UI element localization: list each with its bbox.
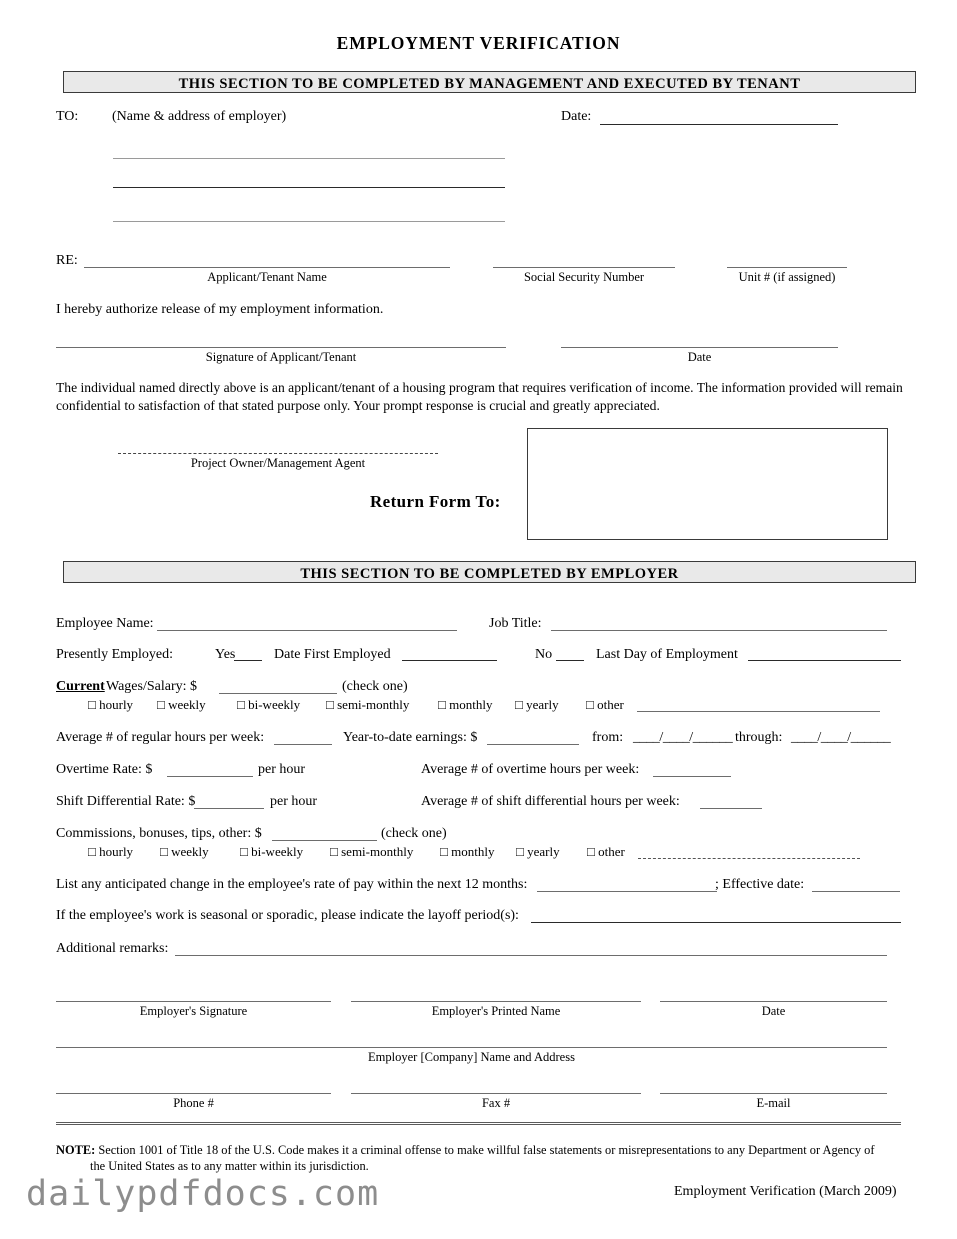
commission-frequency-bi-weekly-label: bi-weekly: [251, 844, 304, 859]
checkbox-icon[interactable]: □: [88, 844, 96, 859]
pay-frequency-hourly-label: hourly: [99, 697, 134, 712]
avg-regular-hours-field[interactable]: [274, 744, 332, 745]
company-name-address-field[interactable]: [56, 1047, 887, 1048]
date-field[interactable]: [600, 124, 838, 125]
wages-check-one: (check one): [342, 679, 408, 694]
return-address-box[interactable]: [527, 428, 888, 540]
note-label: NOTE:: [56, 1143, 96, 1157]
pay-frequency-bi-weekly[interactable]: [237, 697, 300, 713]
overtime-rate-label: Overtime Rate: $: [56, 762, 153, 777]
commission-frequency-bi-weekly[interactable]: [240, 844, 303, 860]
effective-date-field[interactable]: [812, 891, 900, 892]
seasonal-field[interactable]: [531, 922, 901, 923]
employee-name-field[interactable]: [157, 630, 457, 631]
additional-remarks-label: Additional remarks:: [56, 941, 169, 956]
note-line-1: Section 1001 of Title 18 of the U.S. Code makes it a criminal offense to make willful false statements or misrepresentations to any Department or Agency of: [98, 1143, 875, 1157]
email-field[interactable]: [660, 1093, 887, 1094]
legal-note: [56, 1143, 904, 1159]
checkbox-icon[interactable]: □: [516, 844, 524, 859]
watermark: dailypdfdocs.com: [26, 1174, 380, 1214]
agent-caption: Project Owner/Management Agent: [190, 456, 366, 470]
pay-frequency-other[interactable]: [586, 697, 624, 713]
fax-caption: Fax #: [481, 1096, 511, 1110]
commission-frequency-yearly[interactable]: [516, 844, 560, 860]
no-checkbox-field[interactable]: [556, 660, 584, 661]
commission-frequency-other-label: other: [598, 844, 625, 859]
email-caption: E-mail: [756, 1096, 791, 1110]
wages-label: Wages/Salary: $: [106, 679, 198, 694]
checkbox-icon[interactable]: □: [157, 697, 165, 712]
employer-signature-field[interactable]: [56, 1001, 331, 1002]
pay-frequency-other-field[interactable]: [637, 711, 880, 712]
presently-employed-label: Presently Employed:: [56, 647, 174, 662]
anticipated-change-field[interactable]: [537, 891, 717, 892]
yes-label: Yes: [215, 647, 236, 662]
overtime-per-hour-label: per hour: [258, 762, 306, 777]
pay-frequency-yearly-label: yearly: [526, 697, 559, 712]
unit-number-field[interactable]: [727, 267, 847, 268]
employer-printed-name-field[interactable]: [351, 1001, 641, 1002]
commission-frequency-weekly[interactable]: [160, 844, 209, 860]
commissions-amount-field[interactable]: [272, 840, 377, 841]
company-name-address-caption: Employer [Company] Name and Address: [368, 1050, 575, 1064]
applicant-date-caption: Date: [687, 350, 712, 364]
commission-frequency-hourly-label: hourly: [99, 844, 134, 859]
pay-frequency-weekly-label: weekly: [168, 697, 206, 712]
shift-diff-rate-field[interactable]: [194, 808, 264, 809]
unit-number-caption: Unit # (if assigned): [738, 270, 836, 284]
ssn-field[interactable]: [493, 267, 675, 268]
commission-frequency-monthly[interactable]: [440, 844, 494, 860]
applicant-date-field[interactable]: [561, 347, 838, 348]
shift-diff-per-hour-label: per hour: [270, 794, 318, 809]
re-label: RE:: [56, 253, 78, 268]
checkbox-icon[interactable]: □: [515, 697, 523, 712]
last-day-field[interactable]: [748, 660, 901, 661]
commission-frequency-yearly-label: yearly: [527, 844, 560, 859]
last-day-label: Last Day of Employment: [596, 647, 738, 662]
page-title: EMPLOYMENT VERIFICATION: [336, 33, 621, 53]
phone-field[interactable]: [56, 1093, 331, 1094]
avg-shift-diff-hours-label: Average # of shift differential hours per week:: [421, 794, 680, 809]
avg-overtime-hours-label: Average # of overtime hours per week:: [421, 762, 640, 777]
employer-address-line-2[interactable]: [113, 187, 505, 188]
checkbox-icon[interactable]: □: [160, 844, 168, 859]
footer-divider: [56, 1122, 901, 1125]
job-title-label: Job Title:: [489, 616, 542, 631]
to-hint: (Name & address of employer): [112, 109, 287, 124]
ytd-through-date-field[interactable]: ____/____/______: [791, 730, 891, 745]
no-label: No: [535, 647, 553, 662]
job-title-field[interactable]: [551, 630, 887, 631]
applicant-signature-caption: Signature of Applicant/Tenant: [205, 350, 357, 364]
pay-frequency-monthly-label: monthly: [449, 697, 493, 712]
pay-frequency-bi-weekly-label: bi-weekly: [248, 697, 301, 712]
commission-frequency-hourly[interactable]: [88, 844, 133, 860]
verification-paragraph: The individual named directly above is an applicant/tenant of a housing program that requires verification of income. The information provided will remain confidential to satisfaction of that stated purpose only. Your prompt response is crucial and greatly appreciated.: [56, 380, 903, 413]
return-form-to-label: Return Form To:: [370, 492, 501, 511]
checkbox-icon[interactable]: □: [88, 697, 96, 712]
checkbox-icon[interactable]: □: [438, 697, 446, 712]
ytd-earnings-field[interactable]: [487, 744, 579, 745]
employee-name-label: Employee Name:: [56, 616, 154, 631]
agent-signature-field[interactable]: [118, 453, 438, 454]
checkbox-icon[interactable]: □: [587, 844, 595, 859]
employer-date-caption: Date: [761, 1004, 786, 1018]
to-label: TO:: [56, 109, 79, 124]
avg-regular-hours-label: Average # of regular hours per week:: [56, 730, 265, 745]
commission-frequency-semi-monthly-label: semi-monthly: [341, 844, 414, 859]
ytd-from-date-field[interactable]: ____/____/______: [633, 730, 733, 745]
employer-date-field[interactable]: [660, 1001, 887, 1002]
commission-frequency-semi-monthly[interactable]: [330, 844, 413, 860]
employer-printed-name-caption: Employer's Printed Name: [431, 1004, 561, 1018]
seasonal-label: If the employee's work is seasonal or sporadic, please indicate the layoff period(s):: [56, 908, 519, 923]
commission-frequency-monthly-label: monthly: [451, 844, 495, 859]
pay-frequency-weekly[interactable]: [157, 697, 206, 713]
applicant-signature-field[interactable]: [56, 347, 506, 348]
pay-frequency-monthly[interactable]: [438, 697, 492, 713]
pay-frequency-other-label: other: [597, 697, 624, 712]
commissions-label: Commissions, bonuses, tips, other: $: [56, 826, 262, 841]
checkbox-icon[interactable]: □: [440, 844, 448, 859]
yes-checkbox-field[interactable]: [234, 660, 262, 661]
date-label: Date:: [561, 109, 592, 124]
checkbox-icon[interactable]: □: [240, 844, 248, 859]
effective-date-label: ; Effective date:: [715, 877, 805, 892]
pay-frequency-hourly[interactable]: [88, 697, 133, 713]
commission-frequency-other[interactable]: [587, 844, 625, 860]
pay-frequency-yearly[interactable]: [515, 697, 559, 713]
employer-address-line-1[interactable]: [113, 158, 505, 159]
employer-address-line-3[interactable]: [113, 221, 505, 222]
pay-frequency-semi-monthly-label: semi-monthly: [337, 697, 410, 712]
management-section-header: THIS SECTION TO BE COMPLETED BY MANAGEMENT AND EXECUTED BY TENANT: [63, 71, 916, 93]
avg-overtime-hours-field[interactable]: [653, 776, 731, 777]
checkbox-icon[interactable]: □: [586, 697, 594, 712]
note-line-2: the United States as to any matter within its jurisdiction.: [90, 1159, 369, 1173]
additional-remarks-field[interactable]: [175, 955, 887, 956]
shift-diff-rate-label: Shift Differential Rate: $: [56, 794, 196, 809]
phone-caption: Phone #: [173, 1096, 214, 1110]
employer-section-header: THIS SECTION TO BE COMPLETED BY EMPLOYER: [63, 561, 916, 583]
commission-frequency-other-field[interactable]: [638, 858, 860, 859]
fax-field[interactable]: [351, 1093, 641, 1094]
commissions-check-one: (check one): [381, 826, 447, 841]
through-label: through:: [735, 730, 783, 745]
employer-signature-caption: Employer's Signature: [139, 1004, 248, 1018]
current-word: Current: [56, 679, 105, 694]
commission-frequency-weekly-label: weekly: [171, 844, 209, 859]
from-label: from:: [592, 730, 624, 745]
date-first-employed-field[interactable]: [402, 660, 497, 661]
ytd-earnings-label: Year-to-date earnings: $: [343, 730, 478, 745]
overtime-rate-field[interactable]: [167, 776, 253, 777]
wages-amount-field[interactable]: [219, 693, 337, 694]
avg-shift-diff-hours-field[interactable]: [700, 808, 762, 809]
checkbox-icon[interactable]: □: [330, 844, 338, 859]
date-first-employed-label: Date First Employed: [274, 647, 391, 662]
applicant-name-field[interactable]: [84, 267, 450, 268]
pay-frequency-semi-monthly[interactable]: [326, 697, 409, 713]
ssn-caption: Social Security Number: [523, 270, 645, 284]
authorization-text: I hereby authorize release of my employment information.: [56, 302, 384, 317]
checkbox-icon[interactable]: □: [237, 697, 245, 712]
anticipated-change-label: List any anticipated change in the employee's rate of pay within the next 12 months:: [56, 877, 528, 892]
applicant-name-caption: Applicant/Tenant Name: [207, 270, 327, 284]
footer-reference: Employment Verification (March 2009): [674, 1184, 897, 1199]
checkbox-icon[interactable]: □: [326, 697, 334, 712]
